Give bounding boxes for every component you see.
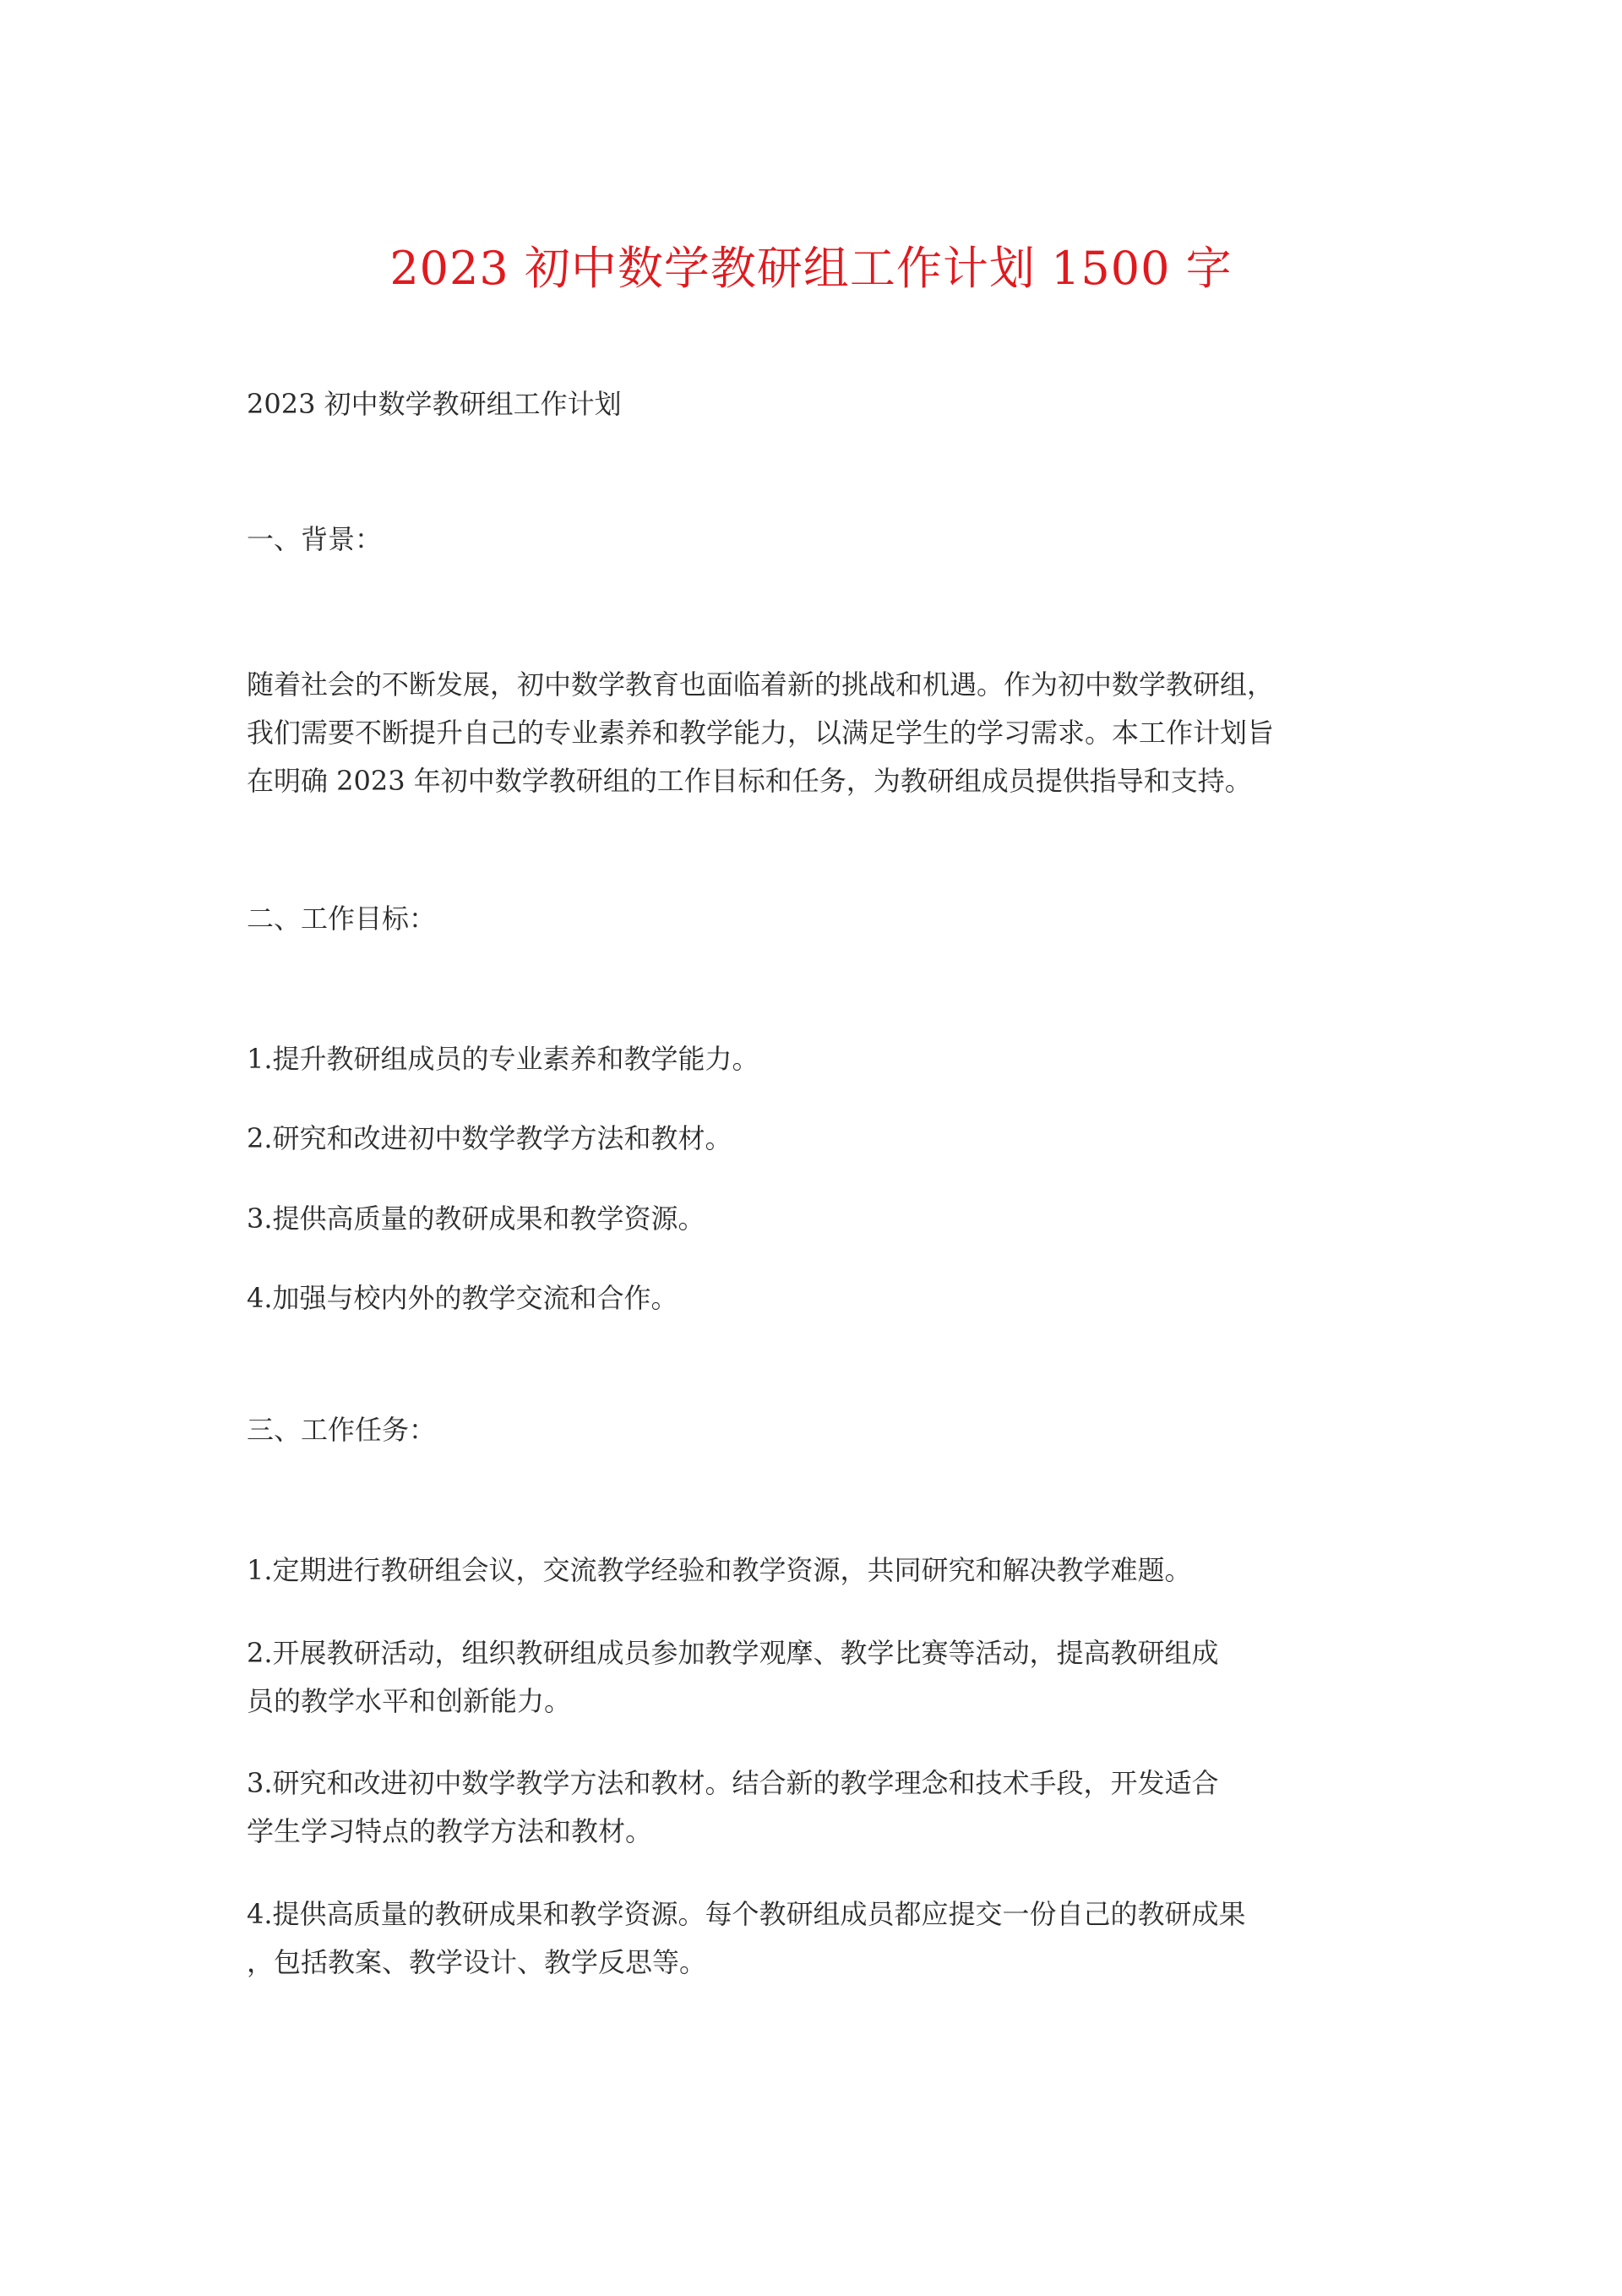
paragraph-line: 随着社会的不断发展，初中数学教育也面临着新的挑战和机遇。作为初中数学教研组， (247, 668, 1275, 701)
task-item-line: 4.提供高质量的教研成果和教学资源。每个教研组成员都应提交一份自己的教研成果 (247, 1898, 1246, 1930)
goal-item: 2.研究和改进初中数学教学方法和教材。 (247, 1122, 732, 1154)
section-heading-goals: 二、工作目标： (247, 903, 437, 935)
task-item-line: 1.定期进行教研组会议，交流教学经验和教学资源，共同研究和解决教学难题。 (247, 1554, 1192, 1586)
paragraph-line: 我们需要不断提升自己的专业素养和教学能力，以满足学生的学习需求。本工作计划旨 (247, 717, 1275, 749)
task-item-line: 3.研究和改进初中数学教学方法和教材。结合新的教学理念和技术手段，开发适合 (247, 1767, 1219, 1799)
goal-item: 1.提升教研组成员的专业素养和教学能力。 (247, 1043, 759, 1075)
document-title: 2023 初中数学教研组工作计划 1500 字 (389, 242, 1233, 295)
goal-item: 4.加强与校内外的教学交流和合作。 (247, 1282, 678, 1314)
task-item-line: 学生学习特点的教学方法和教材。 (247, 1815, 653, 1847)
paragraph-line: 在明确 2023 年初中数学教研组的工作目标和任务，为教研组成员提供指导和支持。 (247, 765, 1252, 797)
goal-item: 3.提供高质量的教研成果和教学资源。 (247, 1203, 705, 1235)
section-heading-tasks: 三、工作任务： (247, 1414, 437, 1446)
task-item-line: ，包括教案、教学设计、教学反思等。 (247, 1946, 707, 1978)
task-item-line: 员的教学水平和创新能力。 (247, 1685, 572, 1717)
section-heading-background: 一、背景： (247, 523, 383, 555)
task-item-line: 2.开展教研活动，组织教研组成员参加教学观摩、教学比赛等活动，提高教研组成 (247, 1637, 1219, 1669)
document-subtitle: 2023 初中数学教研组工作计划 (247, 388, 622, 420)
